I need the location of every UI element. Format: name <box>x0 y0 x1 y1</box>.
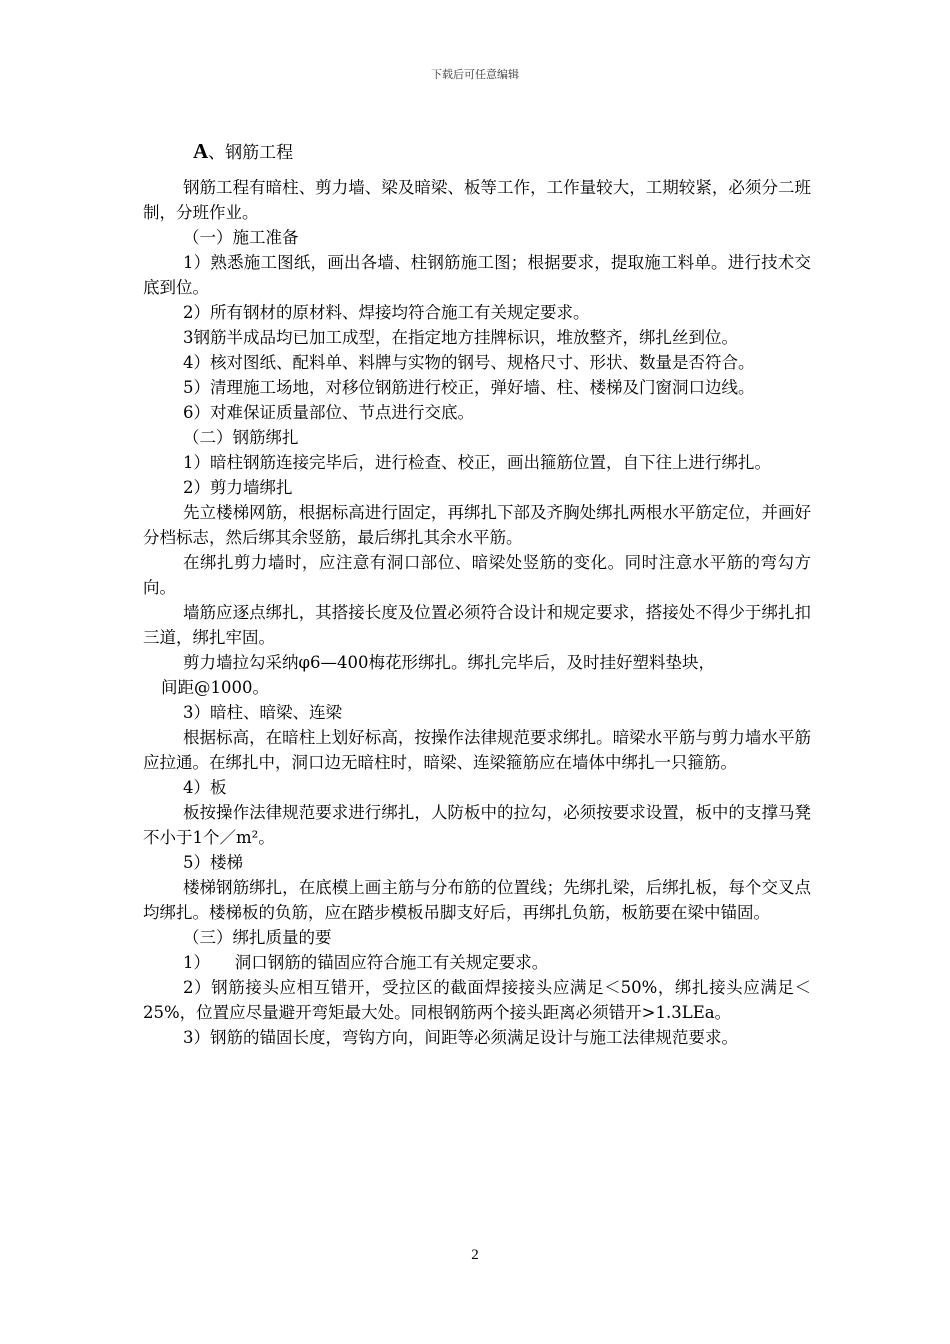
paragraph: 2）钢筋接头应相互错开，受拉区的截面焊接接头应满足＜50%，绑扎接头应满足＜25%，位置应尽量避开弯矩最大处。同根钢筋两个接头距离必须错开>1.3LEa。 <box>143 978 811 1022</box>
section-title <box>143 137 811 167</box>
paragraph: 楼梯钢筋绑扎，在底模上画主筋与分布筋的位置线；先绑扎梁，后绑扎板，每个交叉点均绑扎。楼梯板的负筋，应在踏步模板吊脚支好后，再绑扎负筋，板筋要在梁中锚固。 <box>143 878 811 922</box>
paragraph: 剪力墙拉勾采纳φ6—400梅花形绑扎。绑扎完毕后，及时挂好塑料垫块， <box>183 653 716 672</box>
subsection-heading: （一）施工准备 <box>183 228 299 247</box>
paragraph: 3）暗柱、暗梁、连梁 <box>183 703 342 722</box>
paragraph: 1）熟悉施工图纸，画出各墙、柱钢筋施工图；根据要求，提取施工料单。进行技术交底到位。 <box>143 253 811 297</box>
paragraph: 间距@1000。 <box>161 678 269 697</box>
paragraph: 5）楼梯 <box>183 853 243 872</box>
paragraph: 1） 洞口钢筋的锚固应符合施工有关规定要求。 <box>183 953 549 972</box>
section-title-text: 、钢筋工程 <box>208 143 294 163</box>
paragraph: 1）暗柱钢筋连接完毕后，进行检查、校正，画出箍筋位置，自下往上进行绑扎。 <box>183 453 771 472</box>
document-body <box>143 137 811 1050</box>
paragraph: 5）清理施工场地，对移位钢筋进行校正，弹好墙、柱、楼梯及门窗洞口边线。 <box>183 378 755 397</box>
paragraph: 4）核对图纸、配料单、料牌与实物的钢号、规格尺寸、形状、数量是否符合。 <box>183 353 755 372</box>
paragraph: 2）所有钢材的原材料、焊接均符合施工有关规定要求。 <box>183 303 590 322</box>
paragraph: 3钢筋半成品均已加工成型，在指定地方挂牌标识，堆放整齐，绑扎丝到位。 <box>183 328 738 347</box>
paragraph: 先立楼梯网筋，根据标高进行固定，再绑扎下部及齐胸处绑扎两根水平筋定位，并画好分档标志，然后绑其余竖筋，最后绑扎其余水平筋。 <box>143 503 811 547</box>
paragraph: 2）剪力墙绑扎 <box>183 478 293 497</box>
section-title-letter: A <box>193 139 209 163</box>
paragraph: 4）板 <box>183 778 227 797</box>
subsection-heading: （三）绑扎质量的要 <box>183 928 332 947</box>
paragraph: 板按操作法律规范要求进行绑扎，人防板中的拉勾，必须按要求设置，板中的支撑马凳不小于1个／m²。 <box>143 803 811 847</box>
paragraph: 钢筋工程有暗柱、剪力墙、梁及暗梁、板等工作，工作量较大，工期较紧，必须分二班制，分班作业。 <box>143 178 811 222</box>
paragraph: 在绑扎剪力墙时，应注意有洞口部位、暗梁处竖筋的变化。同时注意水平筋的弯勾方向。 <box>143 553 811 597</box>
paragraph: 根据标高，在暗柱上划好标高，按操作法律规范要求绑扎。暗梁水平筋与剪力墙水平筋应拉通。在绑扎中，洞口边无暗柱时，暗梁、连梁箍筋应在墙体中绑扎一只箍筋。 <box>143 728 811 772</box>
paragraph: 3）钢筋的锚固长度，弯钩方向，间距等必须满足设计与施工法律规范要求。 <box>183 1028 738 1047</box>
page-header: 下载后可任意编辑 <box>431 68 519 81</box>
subsection-heading: （二）钢筋绑扎 <box>183 428 299 447</box>
paragraph: 墙筋应逐点绑扎，其搭接长度及位置必须符合设计和规定要求，搭接处不得少于绑扎扣三道，绑扎牢固。 <box>143 603 811 647</box>
paragraph: 6）对难保证质量部位、节点进行交底。 <box>183 403 474 422</box>
page-number: 2 <box>471 1247 479 1263</box>
